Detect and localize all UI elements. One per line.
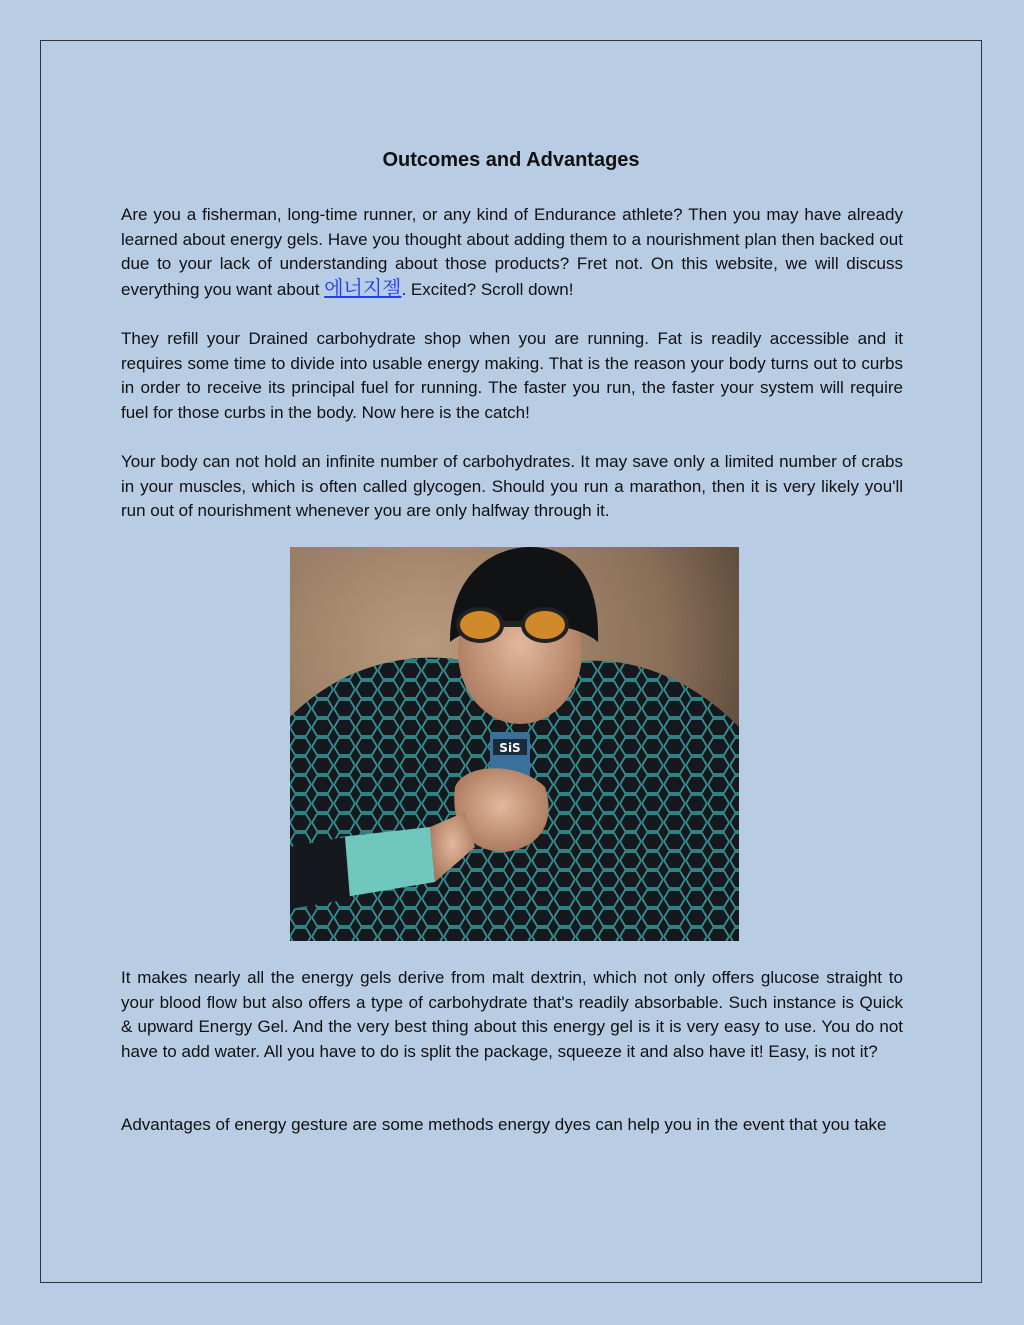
- energy-gel-link[interactable]: 에너지젤: [324, 277, 402, 300]
- gel-brand-text: SiS: [499, 741, 521, 755]
- document-page: [40, 40, 982, 1283]
- carbohydrate-paragraph: They refill your Drained carbohydrate shop when you are running. Fat is readily accessible and it requires some time to divide into usable energy making. That is the reason your body turns out to curbs in order to receive its principal fuel for running. The faster you run, the faster your system will require fuel for those curbs in the body. Now here is the catch!: [121, 329, 903, 422]
- advantages-paragraph: Advantages of energy gesture are some methods energy dyes can help you in the event that you take: [121, 1115, 887, 1134]
- intro-paragraph: [121, 203, 903, 302]
- glycogen-paragraph: Your body can not hold an infinite number of carbohydrates. It may save only a limited number of crabs in your muscles, which is often called glycogen. Should you run a marathon, then it is very likely you'll run out of nourishment whenever you are only halfway through it.: [121, 452, 903, 521]
- athlete-photo: [290, 547, 739, 941]
- intro-text-before: Are you a fisherman, long-time runner, or any kind of Endurance athlete? Then you may have already learned about energy gels. Have you thought about adding them to a nourishment plan then backed out due to your lack of understanding about those products? Fret not. On this website, we will discuss everything you want about: [121, 205, 903, 299]
- malt-dextrin-paragraph: It makes nearly all the energy gels derive from malt dextrin, which not only offers glucose straight to your blood flow but also offers a type of carbohydrate that's readily absorbable. Such instance is Quick & upward Energy Gel. And the very best thing about this energy gel is it is very easy to use. You do not have to add water. All you have to do is split the package, squeeze it and also have it! Easy, is not it?: [121, 968, 903, 1061]
- page-title: Outcomes and Advantages: [382, 149, 640, 171]
- intro-text-after: . Excited? Scroll down!: [401, 279, 574, 299]
